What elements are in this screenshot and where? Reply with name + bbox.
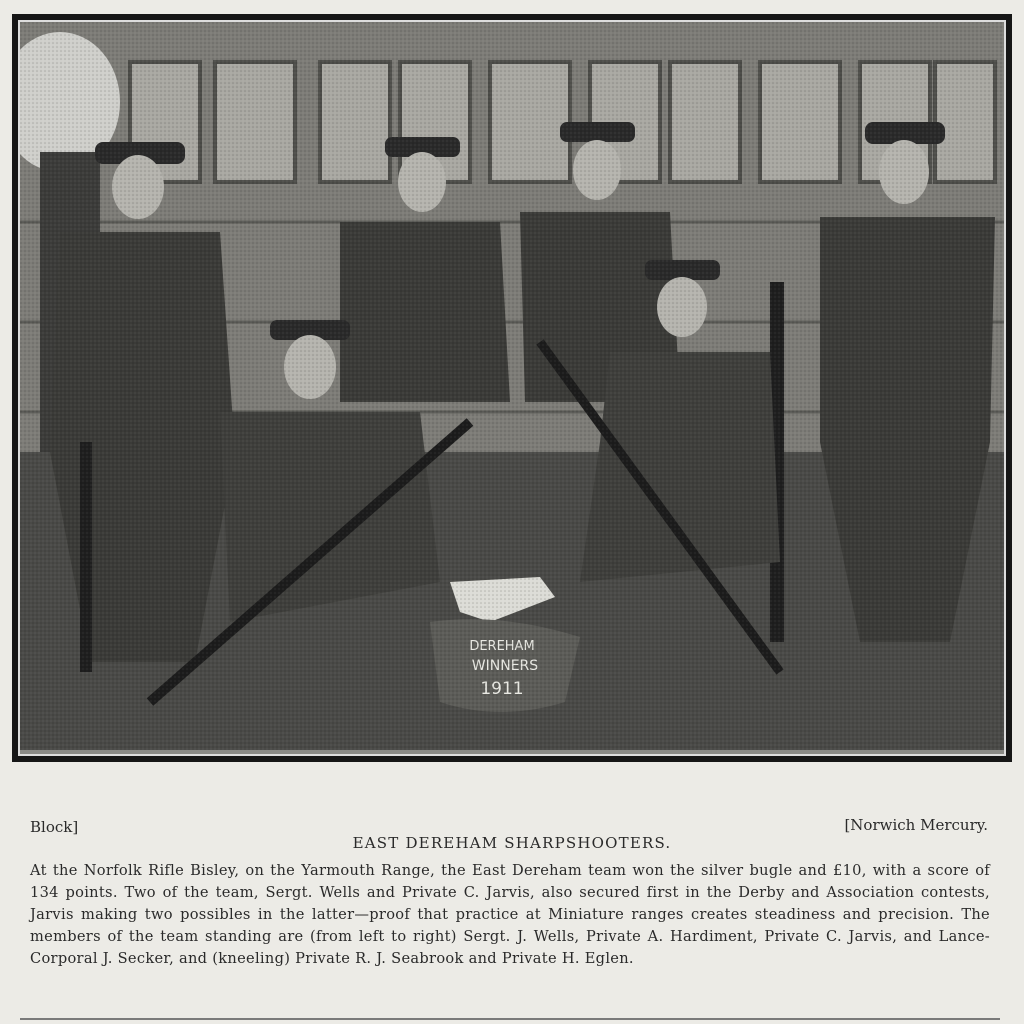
headline: EAST DEREHAM SHARPSHOOTERS. (352, 834, 672, 852)
bottom-rule (20, 1018, 1000, 1020)
team-photograph (18, 20, 1006, 756)
source-credit: [Norwich Mercury. (844, 816, 988, 834)
caption-body: At the Norfolk Rifle Bisley, on the Yarmouth Range, the East Dereham team won the silver bugle and £10, with a score of 134 points. Two of the team, Sergt. Wells and Private C. Jarvis, also secured first in the Derby and Association contests, Jarvis making two possibles in the latter—proof that practice at Miniature ranges creates steadiness and precision. The members of the team standing are (from left to right) Sergt. J. Wells, Private A. Hardiment, Private C. Jarvis, and Lance-Corporal J. Secker, and (kneeling) Private R. J. Seabrook and Private H. Eglen. (30, 862, 990, 967)
photo-frame (12, 14, 1012, 762)
caption (0, 790, 1024, 1024)
block-credit: Block] (30, 818, 79, 836)
photograph-illustration (20, 22, 1004, 750)
halftone-grain (20, 22, 1004, 750)
